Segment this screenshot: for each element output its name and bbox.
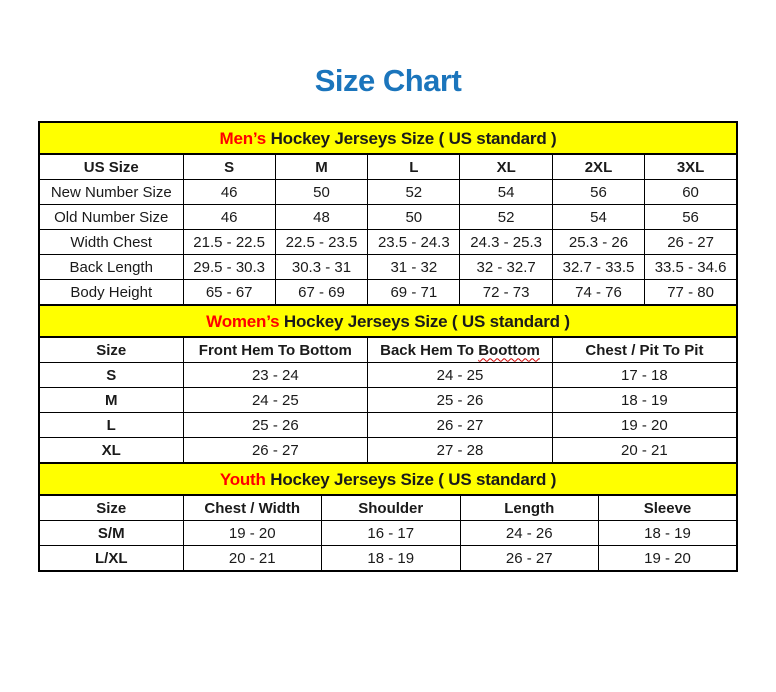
row-label: S (39, 363, 183, 388)
cell-value: 72 - 73 (460, 280, 552, 306)
row-label: L/XL (39, 546, 183, 572)
mens-row (39, 230, 737, 255)
mens-banner-accent: Men’s (219, 128, 267, 148)
cell-value: 26 - 27 (460, 546, 599, 572)
cell-value: 48 (275, 205, 367, 230)
cell-value: 60 (645, 180, 737, 205)
cell-value: 24.3 - 25.3 (460, 230, 552, 255)
cell-value: 50 (368, 205, 460, 230)
youth-header-row (39, 495, 737, 521)
row-label: Back Length (39, 255, 183, 280)
youth-banner (39, 463, 737, 495)
cell-value: 18 - 19 (599, 521, 738, 546)
womens-column-header: Back Hem To Boottom (368, 337, 553, 363)
womens-banner (39, 305, 737, 337)
cell-value: 67 - 69 (275, 280, 367, 306)
womens-banner-row (39, 305, 737, 337)
size-tables (38, 121, 738, 572)
cell-value: 24 - 25 (183, 388, 368, 413)
cell-value: 26 - 27 (183, 438, 368, 464)
cell-value: 22.5 - 23.5 (275, 230, 367, 255)
youth-size-table (38, 462, 738, 572)
mens-column-header: US Size (39, 154, 183, 180)
row-label: Width Chest (39, 230, 183, 255)
youth-banner-text: Hockey Jerseys Size ( US standard ) (270, 469, 557, 489)
cell-value: 19 - 20 (183, 521, 322, 546)
mens-header-row (39, 154, 737, 180)
cell-value: 25 - 26 (368, 388, 553, 413)
mens-column-header: L (368, 154, 460, 180)
row-label: New Number Size (39, 180, 183, 205)
womens-row (39, 363, 737, 388)
womens-column-header: Front Hem To Bottom (183, 337, 368, 363)
cell-value: 54 (460, 180, 552, 205)
youth-column-header: Chest / Width (183, 495, 322, 521)
cell-value: 17 - 18 (552, 363, 737, 388)
cell-value: 32.7 - 33.5 (552, 255, 644, 280)
mens-banner-row (39, 122, 737, 154)
misspelled-word: Boottom (478, 341, 540, 359)
womens-header-row (39, 337, 737, 363)
cell-value: 26 - 27 (368, 413, 553, 438)
cell-value: 30.3 - 31 (275, 255, 367, 280)
cell-value: 16 - 17 (322, 521, 461, 546)
row-label: M (39, 388, 183, 413)
youth-column-header: Length (460, 495, 599, 521)
cell-value: 74 - 76 (552, 280, 644, 306)
youth-row (39, 546, 737, 572)
row-label: Old Number Size (39, 205, 183, 230)
cell-value: 24 - 25 (368, 363, 553, 388)
womens-column-header: Chest / Pit To Pit (552, 337, 737, 363)
row-label: S/M (39, 521, 183, 546)
womens-banner-accent: Women’s (206, 311, 280, 331)
mens-column-header: S (183, 154, 275, 180)
cell-value: 77 - 80 (645, 280, 737, 306)
mens-row (39, 180, 737, 205)
mens-row (39, 280, 737, 306)
cell-value: 69 - 71 (368, 280, 460, 306)
cell-value: 19 - 20 (599, 546, 738, 572)
cell-value: 52 (460, 205, 552, 230)
mens-column-header: M (275, 154, 367, 180)
cell-value: 23 - 24 (183, 363, 368, 388)
mens-column-header: XL (460, 154, 552, 180)
cell-value: 54 (552, 205, 644, 230)
mens-row (39, 205, 737, 230)
womens-row (39, 388, 737, 413)
cell-value: 20 - 21 (552, 438, 737, 464)
cell-value: 50 (275, 180, 367, 205)
youth-banner-row (39, 463, 737, 495)
cell-value: 46 (183, 205, 275, 230)
mens-size-table (38, 121, 738, 306)
womens-banner-text: Hockey Jerseys Size ( US standard ) (283, 311, 570, 331)
youth-column-header: Sleeve (599, 495, 738, 521)
youth-column-header: Shoulder (322, 495, 461, 521)
cell-value: 31 - 32 (368, 255, 460, 280)
row-label: L (39, 413, 183, 438)
youth-banner-accent: Youth (219, 469, 266, 489)
mens-column-header: 2XL (552, 154, 644, 180)
row-label: XL (39, 438, 183, 464)
womens-row (39, 438, 737, 464)
cell-value: 24 - 26 (460, 521, 599, 546)
womens-size-table (38, 304, 738, 464)
womens-row (39, 413, 737, 438)
cell-value: 21.5 - 22.5 (183, 230, 275, 255)
mens-banner-text: Hockey Jerseys Size ( US standard ) (270, 128, 557, 148)
cell-value: 32 - 32.7 (460, 255, 552, 280)
cell-value: 19 - 20 (552, 413, 737, 438)
cell-value: 56 (552, 180, 644, 205)
mens-banner (39, 122, 737, 154)
cell-value: 26 - 27 (645, 230, 737, 255)
cell-value: 56 (645, 205, 737, 230)
cell-value: 20 - 21 (183, 546, 322, 572)
mens-column-header: 3XL (645, 154, 737, 180)
cell-value: 23.5 - 24.3 (368, 230, 460, 255)
cell-value: 27 - 28 (368, 438, 553, 464)
womens-column-header: Size (39, 337, 183, 363)
cell-value: 65 - 67 (183, 280, 275, 306)
mens-row (39, 255, 737, 280)
cell-value: 52 (368, 180, 460, 205)
youth-row (39, 521, 737, 546)
cell-value: 29.5 - 30.3 (183, 255, 275, 280)
cell-value: 18 - 19 (552, 388, 737, 413)
cell-value: 18 - 19 (322, 546, 461, 572)
cell-value: 46 (183, 180, 275, 205)
youth-column-header: Size (39, 495, 183, 521)
cell-value: 25.3 - 26 (552, 230, 644, 255)
page-title: Size Chart (314, 63, 462, 98)
row-label: Body Height (39, 280, 183, 306)
cell-value: 25 - 26 (183, 413, 368, 438)
cell-value: 33.5 - 34.6 (645, 255, 737, 280)
